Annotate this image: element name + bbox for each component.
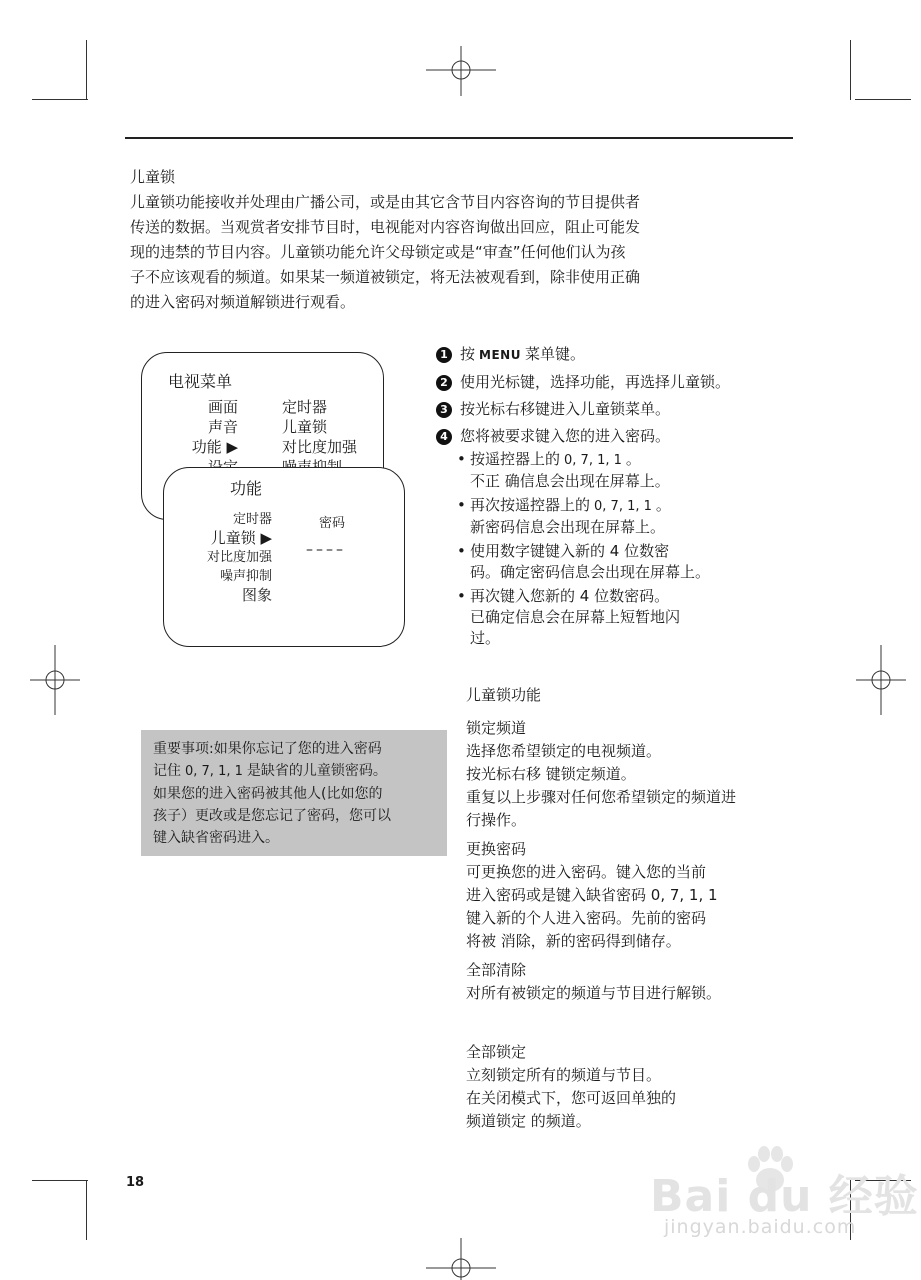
menu-key-label: MENU	[479, 348, 521, 362]
code-text: 0, 7, 1, 1	[594, 499, 652, 514]
step-4	[436, 426, 786, 447]
lock-all-text	[466, 1064, 796, 1133]
crop-mark	[32, 1180, 88, 1181]
step-number-icon: 4	[436, 429, 452, 445]
menu-item: 定时器	[282, 398, 328, 416]
step-number-icon: 1	[436, 347, 452, 363]
lock-all-title: 全部锁定	[466, 1043, 527, 1061]
sub-step-text: 新密码信息会出现在屏幕上。	[470, 518, 666, 536]
notice-line	[153, 760, 447, 783]
step-text: 按	[460, 345, 476, 363]
intro-line: 子不应该观看的频道。如果某一频道被锁定，将无法被观看到，除非使用正确	[130, 268, 641, 286]
crop-mark	[855, 99, 911, 100]
sub-step	[436, 449, 786, 492]
crop-mark	[86, 40, 87, 100]
sub-step-text: 码。确定密码信息会出现在屏幕上。	[470, 563, 711, 581]
menu-item: 儿童锁 ▶	[210, 529, 272, 547]
menu-item: 噪声抑制	[219, 569, 272, 584]
sub-step-text: 使用数字键键入新的 4 位数密	[470, 542, 670, 560]
notice-line: 键入缺省密码进入。	[153, 830, 279, 846]
text-line: 对所有被锁定的频道与节目进行解锁。	[466, 984, 722, 1002]
notice-line: 如果您的进入密码被其他人(比如您的	[153, 786, 383, 802]
text-line: 进入密码或是键入缺省密码 0, 7, 1, 1	[466, 886, 718, 904]
registration-mark-right	[856, 645, 906, 715]
steps-list	[436, 344, 786, 652]
code-text: 0, 7, 1, 1	[185, 764, 243, 779]
function-menu-diagram	[163, 467, 405, 647]
change-password-title: 更换密码	[466, 840, 527, 858]
step-1	[436, 344, 786, 366]
text-line: 立刻锁定所有的频道与节目。	[466, 1066, 662, 1084]
step-text: 使用光标键，选择功能，再选择儿童锁。	[460, 373, 731, 391]
menu-item: 图象	[241, 586, 272, 604]
important-notice-box	[141, 730, 447, 856]
text-line: 将被 消除，新的密码得到储存。	[466, 932, 681, 950]
menu-item: 画面	[207, 398, 238, 416]
notice-text: 记住	[153, 763, 181, 779]
intro-line: 现的违禁的节目内容。儿童锁功能允许父母锁定或是“审查”任何他们认为孩	[130, 243, 626, 261]
feature-descriptions	[466, 684, 796, 1133]
text-line: 按光标右移 键锁定频道。	[466, 765, 636, 783]
watermark-url: jingyan.baidu.com	[664, 1216, 857, 1238]
function-menu-title: 功能	[230, 479, 263, 498]
sub-step	[436, 495, 786, 538]
bullet-icon: •	[457, 587, 466, 605]
bullet-icon: •	[457, 542, 466, 560]
text-line: 行操作。	[466, 811, 527, 829]
lock-channel-text	[466, 740, 796, 832]
features-title: 儿童锁功能	[466, 686, 542, 704]
sub-step-text: 不正 确信息会出现在屏幕上。	[470, 472, 670, 490]
registration-mark-top	[426, 46, 496, 96]
crop-mark	[850, 40, 851, 100]
change-password-text	[466, 861, 796, 953]
sub-step	[436, 586, 786, 649]
password-label: 密码	[319, 516, 346, 531]
intro-paragraph	[130, 190, 750, 315]
text-line: 键入新的个人进入密码。先前的密码	[466, 909, 707, 927]
menu-item: 儿童锁	[282, 418, 328, 436]
menu-item: 功能 ▶	[191, 438, 238, 456]
step-2	[436, 372, 786, 393]
tv-menu-right-column	[282, 397, 357, 477]
text-line: 重复以上步骤对任何您希望锁定的频道进	[466, 788, 737, 806]
crop-mark	[86, 1180, 87, 1240]
text-line: 可更换您的进入密码。键入您的当前	[466, 863, 707, 881]
notice-text: 是缺省的儿童锁密码。	[246, 763, 387, 779]
step-3	[436, 399, 786, 420]
intro-line: 儿童锁功能接收并处理由广播公司，或是由其它含节目内容咨询的节目提供者	[130, 193, 641, 211]
sub-step-text: 已确定信息会在屏幕上短暂地闪	[470, 608, 681, 626]
lock-channel-title: 锁定频道	[466, 719, 527, 737]
step-text: 菜单键。	[524, 345, 585, 363]
registration-mark-bottom	[426, 1238, 496, 1280]
watermark-brand: Bai du 经验	[650, 1171, 919, 1222]
sub-step-text: 过。	[470, 629, 501, 647]
menu-item: 对比度加强	[282, 438, 358, 456]
page-number: 18	[126, 1175, 145, 1190]
text-line: 频道锁定 的频道。	[466, 1112, 591, 1130]
section-title: 儿童锁	[130, 168, 176, 186]
step-text: 您将被要求键入您的进入密码。	[460, 427, 671, 445]
notice-line: 孩子）更改或是您忘记了密码，您可以	[153, 808, 391, 824]
notice-line: 重要事项:如果你忘记了您的进入密码	[153, 741, 382, 757]
sub-step-text: 再次按遥控器上的	[470, 496, 591, 514]
tv-menu-left-column	[180, 397, 238, 477]
text-line: 选择您希望锁定的电视频道。	[466, 742, 662, 760]
menu-item: 声音	[207, 418, 238, 436]
step-text: 按光标右移键进入儿童锁菜单。	[460, 400, 671, 418]
step-number-icon: 3	[436, 402, 452, 418]
registration-mark-left	[30, 645, 80, 715]
bullet-icon: •	[457, 450, 466, 468]
sub-step	[436, 541, 786, 583]
step-number-icon: 2	[436, 375, 452, 391]
menu-item: 对比度加强	[206, 550, 272, 565]
header-rule	[125, 137, 793, 139]
intro-line: 传送的数据。当观赏者安排节目时，电视能对内容咨询做出回应，阻止可能发	[130, 218, 641, 236]
clear-all-title: 全部清除	[466, 961, 527, 979]
sub-step-text: 。	[655, 496, 671, 514]
crop-mark	[32, 99, 88, 100]
sub-step-text: 按遥控器上的	[470, 450, 561, 468]
menu-item: 定时器	[232, 512, 272, 527]
text-line: 在关闭模式下，您可返回单独的	[466, 1089, 677, 1107]
function-menu-items	[184, 510, 272, 605]
sub-step-text: 。	[625, 450, 641, 468]
sub-step-text: 再次键入您新的 4 位数密码。	[470, 587, 670, 605]
password-field: ––––	[306, 542, 346, 558]
code-text: 0, 7, 1, 1	[564, 453, 622, 468]
clear-all-text	[466, 982, 796, 1005]
intro-line: 的进入密码对频道解锁进行观看。	[130, 293, 356, 311]
tv-menu-title: 电视菜单	[168, 372, 233, 391]
bullet-icon: •	[457, 496, 466, 514]
